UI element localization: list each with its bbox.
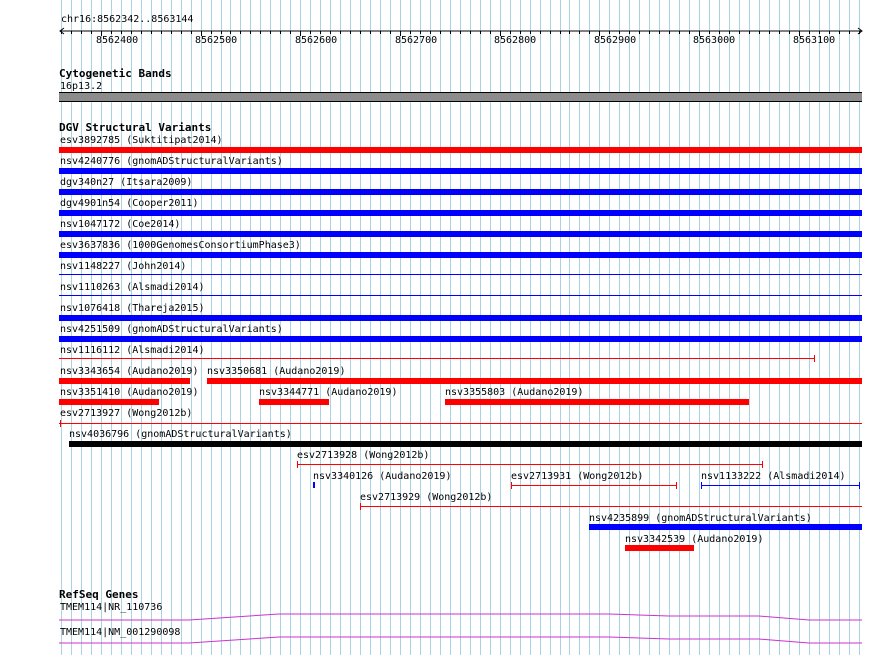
ruler-position-label: chr16:8562342..8563144 <box>61 14 194 25</box>
variant-bar[interactable] <box>59 252 862 258</box>
variant-bar-start-tick <box>701 482 702 489</box>
cytoband-label[interactable]: 16p13.2 <box>60 81 103 92</box>
variant-label[interactable]: nsv3340126 (Audano2019) <box>313 471 452 482</box>
variant-bar[interactable] <box>59 423 862 424</box>
variant-label[interactable]: nsv1076418 (Thareja2015) <box>60 303 205 314</box>
variant-label[interactable]: nsv1116112 (Alsmadi2014) <box>60 345 205 356</box>
variant-bar[interactable] <box>207 378 862 384</box>
variant-bar[interactable] <box>59 358 815 359</box>
variant-bar[interactable] <box>589 524 862 530</box>
variant-label[interactable]: nsv1047172 (Coe2014) <box>60 219 181 230</box>
variant-bar[interactable] <box>59 210 862 216</box>
variant-bar[interactable] <box>59 168 862 174</box>
variant-label[interactable]: esv2713927 (Wong2012b) <box>60 408 193 419</box>
ruler-tick-label: 8562800 <box>494 35 537 46</box>
cytoband-bar[interactable] <box>59 93 862 101</box>
variant-bar-end-tick <box>859 482 860 489</box>
variant-label[interactable]: nsv3344771 (Audano2019) <box>259 387 398 398</box>
variant-label[interactable]: nsv1110263 (Alsmadi2014) <box>60 282 205 293</box>
ruler-tick-label: 8562400 <box>96 35 139 46</box>
variant-bar[interactable] <box>59 274 862 275</box>
ruler-tick-label: 8562700 <box>395 35 438 46</box>
variant-label[interactable]: esv2713931 (Wong2012b) <box>511 471 644 482</box>
variant-label[interactable]: nsv3342539 (Audano2019) <box>625 534 764 545</box>
variant-bar[interactable] <box>259 399 329 405</box>
variant-bar-end-tick <box>762 461 763 468</box>
variant-label[interactable]: esv2713928 (Wong2012b) <box>297 450 430 461</box>
track-title-refseq: RefSeq Genes <box>59 588 139 601</box>
variant-bar-end-tick <box>676 482 677 489</box>
gene-label[interactable]: TMEM114|NR_110736 <box>60 602 163 613</box>
variant-label[interactable]: nsv4036796 (gnomADStructuralVariants) <box>69 429 292 440</box>
variant-bar[interactable] <box>59 336 862 342</box>
ruler-tick-label: 8563000 <box>693 35 736 46</box>
variant-label[interactable]: esv3892785 (Suktitipat2014) <box>60 135 223 146</box>
variant-bar[interactable] <box>445 399 749 405</box>
gene-label[interactable]: TMEM114|NM_001290098 <box>60 627 181 638</box>
variant-bar[interactable] <box>59 147 862 153</box>
variant-label[interactable]: nsv1148227 (John2014) <box>60 261 187 272</box>
variant-label[interactable]: esv2713929 (Wong2012b) <box>360 492 493 503</box>
variant-bar-start-tick <box>60 420 61 427</box>
ruler-tick-label: 8563100 <box>793 35 836 46</box>
variant-label[interactable]: nsv1133222 (Alsmadi2014) <box>701 471 846 482</box>
variant-label[interactable]: nsv4240776 (gnomADStructuralVariants) <box>60 156 283 167</box>
variant-bar[interactable] <box>59 231 862 237</box>
variant-bar-start-tick <box>511 482 512 489</box>
variant-bar[interactable] <box>69 441 862 447</box>
gene-model[interactable] <box>59 610 864 622</box>
variant-bar[interactable] <box>59 315 862 321</box>
variant-bar[interactable] <box>360 506 862 507</box>
variant-bar-start-tick <box>297 461 298 468</box>
track-title-dgv: DGV Structural Variants <box>59 121 212 134</box>
track-title-cytobands: Cytogenetic Bands <box>59 67 172 80</box>
variant-bar[interactable] <box>511 485 677 486</box>
ruler-tick-label: 8562500 <box>195 35 238 46</box>
ruler-axis <box>59 26 865 48</box>
variant-label[interactable]: nsv3343654 (Audano2019) <box>60 366 199 377</box>
variant-bar[interactable] <box>59 399 159 405</box>
variant-bar[interactable] <box>297 464 763 465</box>
variant-label[interactable]: nsv3355803 (Audano2019) <box>445 387 584 398</box>
variant-bar[interactable] <box>59 295 862 296</box>
variant-bar[interactable] <box>625 545 694 551</box>
variant-label[interactable]: nsv3351410 (Audano2019) <box>60 387 199 398</box>
variant-bar[interactable] <box>59 378 190 384</box>
variant-label[interactable]: dgv4901n54 (Cooper2011) <box>60 198 199 209</box>
variant-bar[interactable] <box>701 485 860 486</box>
ruler-tick-label: 8562900 <box>594 35 637 46</box>
variant-label[interactable]: esv3637836 (1000GenomesConsortiumPhase3) <box>60 240 301 251</box>
variant-label[interactable]: nsv3350681 (Audano2019) <box>207 366 346 377</box>
variant-label[interactable]: dgv340n27 (Itsara2009) <box>60 177 193 188</box>
ruler-tick-label: 8562600 <box>295 35 338 46</box>
variant-bar-end-tick <box>814 355 815 362</box>
variant-bar[interactable] <box>313 482 315 488</box>
variant-bar-start-tick <box>360 503 361 510</box>
variant-label[interactable]: nsv4251509 (gnomADStructuralVariants) <box>60 324 283 335</box>
gene-model[interactable] <box>59 633 864 645</box>
variant-bar[interactable] <box>59 189 862 195</box>
variant-label[interactable]: nsv4235899 (gnomADStructuralVariants) <box>589 513 812 524</box>
